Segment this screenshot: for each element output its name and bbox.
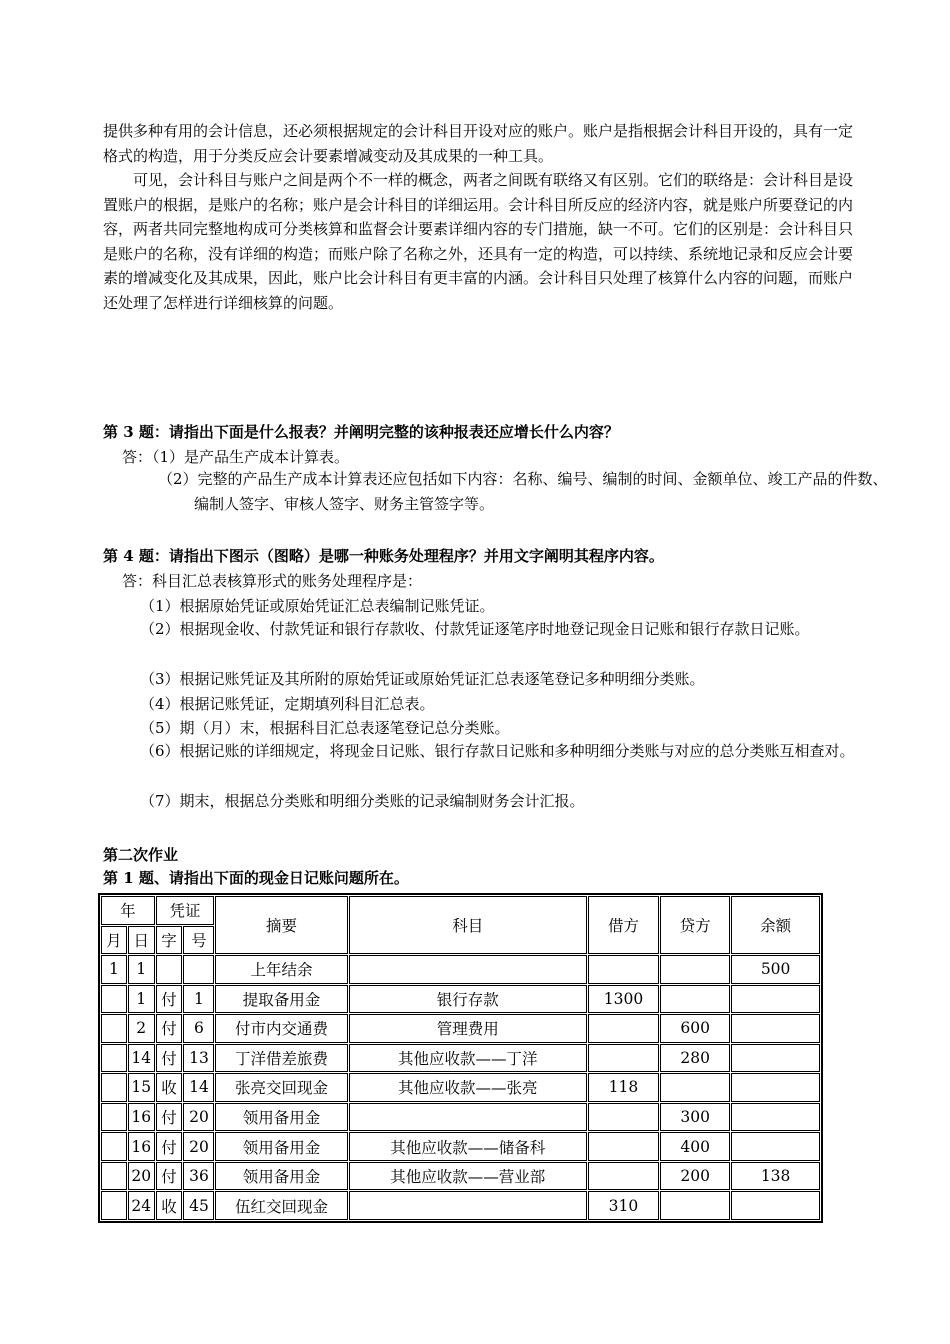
table-row: [101, 1014, 820, 1043]
cell-summary: 上年结余: [215, 955, 347, 984]
cell-credit: 200: [660, 1162, 730, 1191]
cell-num: 6: [183, 1014, 214, 1043]
cell-account: 管理费用: [349, 1014, 587, 1043]
question-4-intro: 答：科目汇总表核算形式的账务处理程序是：: [122, 572, 423, 590]
header-credit: 贷方: [660, 896, 730, 954]
cell-num: 13: [183, 1044, 214, 1073]
cell-day: 1: [128, 955, 155, 984]
homework-2-title: 第二次作业: [103, 846, 179, 864]
cash-journal-table: [98, 893, 823, 1223]
table-row: [101, 1162, 820, 1191]
cell-credit: [660, 985, 730, 1014]
table-row: [101, 1191, 820, 1220]
cell-debit: [588, 955, 659, 984]
question-3-answer-2: （2）完整的产品生产成本计算表还应包括如下内容：名称、编号、编制的时间、金额单位、竣工产品的件数、编制人签字、审核人签字、财务主管签字等。: [158, 470, 888, 513]
cell-day: 16: [128, 1132, 155, 1161]
header-word: 字: [156, 926, 183, 955]
paragraph-account-definition: 提供多种有用的会计信息，还必须根据规定的会计科目开设对应的账户。账户是指根据会计科目开设的，具有一定格式的构造，用于分类反应会计要素增减变动及其成果的一种工具。: [103, 122, 854, 165]
cell-balance: [731, 1132, 820, 1161]
step-2: （2）根据现金收、付款凭证和银行存款收、付款凭证逐笔序时地登记现金日记账和银行存款日记账。: [140, 620, 810, 638]
cell-summary: 领用备用金: [215, 1103, 347, 1132]
table-row: [101, 985, 820, 1014]
cell-balance: 500: [731, 955, 820, 984]
step-5: （5）期（月）末，根据科目汇总表逐笔登记总分类账。: [140, 719, 510, 737]
cell-balance: [731, 985, 820, 1014]
cell-debit: [588, 1014, 659, 1043]
cell-balance: 138: [731, 1162, 820, 1191]
step-1: （1）根据原始凭证或原始凭证汇总表编制记账凭证。: [140, 597, 495, 615]
cell-month: 1: [101, 955, 127, 984]
cell-num: 1: [183, 985, 214, 1014]
cell-summary: 张亮交回现金: [215, 1073, 347, 1102]
cell-day: 2: [128, 1014, 155, 1043]
cell-account: 银行存款: [349, 985, 587, 1014]
cell-balance: [731, 1103, 820, 1132]
cell-debit: 1300: [588, 985, 659, 1014]
question-4-title: 第 4 题：请指出下图示（图略）是哪一种账务处理程序？并用文字阐明其程序内容。: [103, 547, 664, 565]
paragraph-subject-vs-account: 可见，会计科目与账户之间是两个不一样的概念，两者之间既有联络又有区别。它们的联络是：会计科目是设置账户的根据，是账户的名称；账户是会计科目的详细运用。会计科目所反应的经济内容，就是账户所要登记的内容，两者共同完整地构成可分类核算和监督会计要素详细内容的专门措施，缺一不可。它们的区别是：会计科目只是账户的名称，没有详细的构造；而账户除了名称之外，还具有一定的构造，可以持续、系统地记录和反应会计要素的增减变化及其成果，因此，账户比会计科目有更丰富的内涵。会计科目只处理了核算什么内容的问题，而账户还处理了怎样进行详细核算的问题。: [103, 171, 854, 312]
cell-balance: [731, 1073, 820, 1102]
cell-num: 20: [183, 1103, 214, 1132]
cell-word: 付: [156, 1014, 183, 1043]
cell-month: [101, 1044, 127, 1073]
cell-month: [101, 985, 127, 1014]
cell-word: 付: [156, 1162, 183, 1191]
cell-day: 1: [128, 985, 155, 1014]
cell-summary: 提取备用金: [215, 985, 347, 1014]
cell-balance: [731, 1014, 820, 1043]
header-row-1: [101, 896, 820, 925]
cell-month: [101, 1073, 127, 1102]
table-row: [101, 1073, 820, 1102]
cell-day: 15: [128, 1073, 155, 1102]
question-3-answer-1: 答：（1）是产品生产成本计算表。: [122, 448, 350, 466]
cell-account: [349, 1191, 587, 1220]
cell-summary: 伍红交回现金: [215, 1191, 347, 1220]
step-3: （3）根据记账凭证及其所附的原始凭证或原始凭证汇总表逐笔登记多种明细分类账。: [140, 670, 705, 688]
table-row: [101, 955, 820, 984]
cell-debit: 310: [588, 1191, 659, 1220]
cell-credit: 400: [660, 1132, 730, 1161]
cell-word: 付: [156, 1132, 183, 1161]
table-row: [101, 1103, 820, 1132]
header-account: 科目: [349, 896, 587, 954]
cell-account: [349, 955, 587, 984]
table-row: [101, 1044, 820, 1073]
cell-word: 收: [156, 1191, 183, 1220]
homework-2-question-1-title: 第 1 题、请指出下面的现金日记账问题所在。: [103, 869, 409, 887]
cell-month: [101, 1132, 127, 1161]
cell-day: 24: [128, 1191, 155, 1220]
step-4: （4）根据记账凭证，定期填列科目汇总表。: [140, 695, 435, 713]
cell-word: 付: [156, 1103, 183, 1132]
cell-day: 20: [128, 1162, 155, 1191]
header-num: 号: [183, 926, 214, 955]
cell-debit: [588, 1103, 659, 1132]
header-balance: 余额: [731, 896, 820, 954]
cell-summary: 领用备用金: [215, 1162, 347, 1191]
cell-account: [349, 1103, 587, 1132]
table-row: [101, 1132, 820, 1161]
cell-month: [101, 1191, 127, 1220]
cell-account: 其他应收款——营业部: [349, 1162, 587, 1191]
cell-balance: [731, 1044, 820, 1073]
cell-debit: 118: [588, 1073, 659, 1102]
cell-credit: 280: [660, 1044, 730, 1073]
cell-credit: [660, 1191, 730, 1220]
cell-num: [183, 955, 214, 984]
cell-month: [101, 1162, 127, 1191]
cell-num: 45: [183, 1191, 214, 1220]
cell-month: [101, 1014, 127, 1043]
cell-debit: [588, 1044, 659, 1073]
cell-debit: [588, 1132, 659, 1161]
cell-summary: 领用备用金: [215, 1132, 347, 1161]
header-year: 年: [101, 896, 155, 925]
cell-summary: 付市内交通费: [215, 1014, 347, 1043]
step-7: （7）期末，根据总分类账和明细分类账的记录编制财务会计汇报。: [140, 792, 585, 810]
cell-word: 付: [156, 1044, 183, 1073]
cell-word: 付: [156, 985, 183, 1014]
cell-num: 36: [183, 1162, 214, 1191]
cell-num: 14: [183, 1073, 214, 1102]
cell-credit: 600: [660, 1014, 730, 1043]
cell-credit: [660, 1073, 730, 1102]
header-day: 日: [128, 926, 155, 955]
cell-num: 20: [183, 1132, 214, 1161]
question-3-title: 第 3 题：请指出下面是什么报表？并阐明完整的该种报表还应增长什么内容？: [103, 423, 619, 441]
cell-debit: [588, 1162, 659, 1191]
cell-word: [156, 955, 183, 984]
step-6: （6）根据记账的详细规定，将现金日记账、银行存款日记账和多种明细分类账与对应的总分类账互相查对。: [140, 742, 855, 760]
cell-month: [101, 1103, 127, 1132]
cell-word: 收: [156, 1073, 183, 1102]
header-debit: 借方: [588, 896, 659, 954]
cell-balance: [731, 1191, 820, 1220]
cell-account: 其他应收款——张亮: [349, 1073, 587, 1102]
cell-day: 16: [128, 1103, 155, 1132]
cell-day: 14: [128, 1044, 155, 1073]
cell-credit: [660, 955, 730, 984]
header-summary: 摘要: [215, 896, 347, 954]
cell-account: 其他应收款——储备科: [349, 1132, 587, 1161]
header-month: 月: [101, 926, 127, 955]
cell-summary: 丁洋借差旅费: [215, 1044, 347, 1073]
cell-credit: 300: [660, 1103, 730, 1132]
cell-account: 其他应收款——丁洋: [349, 1044, 587, 1073]
header-voucher: 凭证: [156, 896, 215, 925]
